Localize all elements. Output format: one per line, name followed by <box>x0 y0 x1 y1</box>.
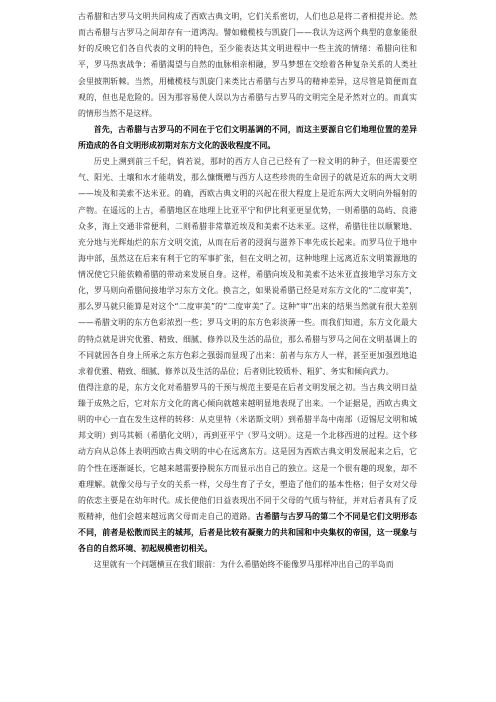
paragraph-text: 值得注意的是，东方文化对希腊罗马的干预与规范主要是在后者文明发展之初。当古典文明日益臻于成熟之后，它对东方文化的离心倾向就越来越明显地表现了出来。一个证据是，西欧古典文明的中心一直在发生这样的转移：从克里特（米诺斯文明）到希腊半岛中南部（迈锡尼文明和城邦文明）到马其顿（希腊化文明），再到亚平宁（罗马文明）。这是一个北移西进的过程。这个移动方向从总体上表明西欧古典文明的中心在远离东方。这是因为西欧古典文明发展起来之后，它的个性在逐渐诞长，它越来越需要挣脱东方而显示出自己的独立。这是一个很有趣的现象，却不难理解。就像父母与子女的关系一样，父母生育了子女，塑造了他们的基本性格；但子女对父母的依恋主要是在幼年时代。成长使他们日益表现出不同于父母的气质与特征，并对后者具有了反叛精神，他们会越来越远离父母而走自己的道路。 <box>78 382 417 521</box>
body-text <box>78 9 417 573</box>
bold-statement: 古希腊与古罗马的第二个不同是它们文明形态不同，前者是松散而民主的城邦，后者是比较有凝聚力的共和国和中央集权的帝国，这一现象与各自的自然环境、初起规模密切相关。 <box>78 511 417 554</box>
paragraph <box>78 380 417 557</box>
paragraph <box>78 122 417 154</box>
paragraph <box>78 154 417 380</box>
paragraph <box>78 9 417 122</box>
bold-statement: 首先，古希腊与古罗马的不同在于它们文明基调的不同，而这主要源自它们地理位置的差异所造成的各自文明形成初期对东方文化的汲收程度不同。 <box>78 124 417 150</box>
paragraph-text: 这里就有一个问题横亘在我们眼前：为什么希腊始终不能像罗马那样冲出自己的半岛而 <box>93 560 394 570</box>
paragraph-text: 古希腊和古罗马文明共同构成了西欧古典文明，它们关系密切，人们也总是将二者相提并论。然而古希腊与古罗马之间却存有一道鸿沟。譬如橄榄枝与凯旋门——我认为这两个典型的意象能很好的反映它们各自代表的文明的特色，至少能表达其文明进程中一些主流的情绪：希腊向往和平，罗马热衷战争；希腊渴望与自然的血脉相亲相融，罗马梦想在交绘着各种复杂关系的人类社会里披荆斩棘。当然，用橄榄枝与凯旋门来类比古希腊与古罗马的精神差异，这尽管是简便而直观的，但也是危险的。因为那容易使人误以为古希腊与古罗马的文明完全是矛然对立的。而真实的情形当然不是这样。 <box>78 12 417 118</box>
paragraph <box>78 557 417 573</box>
paragraph-text: 历史上溯到前三千纪，倘若说，那时的西方人自己已经有了一粒文明的种子，但还需要空气、阳光、土壤和水才能萌发，那么慷慨赠与西方人这些珍贵的生命因子的就是近东的两大文明——埃及和美索不达米亚。的确，西欧古典文明的兴起在很大程度上是近东两大文明向外辐射的产物。在遥远的上古，希腊地区在地理上比亚平宁和伊比利亚更显优势，一则希腊的岛屿、良港众多，海上交通非常便利，二则希腊非常靠近埃及和美索不达米亚。这样，希腊往往以顺繁地、充分地与光辉灿烂的东方文明交流，从而在后者的浸润与滋养下率先成长起来。而罗马位于地中海中部，虽然这在后来有利于它的军事扩张，但在文明之初，这种地理上远离近东文明策源地的情况使它只能依赖希腊的带动来发展自身。这样，希腊向埃及和美索不达米亚直接地学习东方文化，罗马则向希腊间接地学习东方文化。换言之，如果说希腊已经是对东方文化的“二度审美”，那么罗马就只能算是对这个“二度审美”的“二度审美”了。这种“审”出来的结果当然就有很大差别——希腊文明的东方色彩浓烈一些；罗马文明的东方色彩淡薄一些。而我们知道，东方文化最大的特点就是讲究优雅、精致、细腻、修养以及生活的品位，那么希腊与罗马之间在文明基调上的不同就因各自身上所承之东方色彩之强弱而显现了出来：前者与东方人一样，甚至更加强烈地追求着优雅、精致、细腻、修养以及生活的品位；后者则比较质朴、粗犷、务实和倾向武力。 <box>78 157 417 376</box>
